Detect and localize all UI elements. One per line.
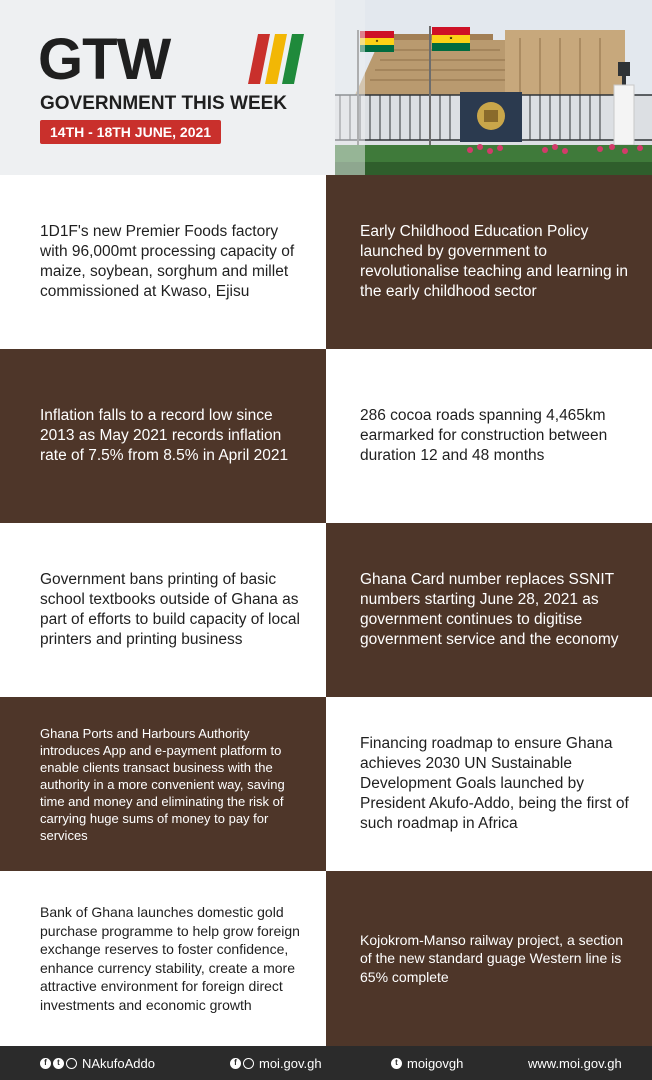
news-item-text: Early Childhood Education Policy launched by government to revolutionalise teaching and learning in the early childhood sector (360, 223, 628, 300)
news-item-text: Financing roadmap to ensure Ghana achieves 2030 UN Sustainable Development Goals launched by President Akufo-Addo, being the first of such roadmap in Africa (360, 735, 629, 832)
footer-handle-text: moigovgh (407, 1055, 464, 1071)
news-item (326, 523, 652, 697)
news-item (326, 349, 652, 523)
news-item (326, 175, 652, 349)
news-item-text: Government bans printing of basic school textbooks outside of Ghana as part of efforts to build capacity of local printers and printing business (40, 571, 300, 648)
ghana-colors-stripes-icon (248, 34, 312, 86)
date-range-badge: 14TH - 18TH JUNE, 2021 (40, 120, 221, 144)
footer-social-handle[interactable] (230, 1046, 322, 1080)
footer-website-text: www.moi.gov.gh (528, 1055, 622, 1071)
footer-social-handle[interactable] (391, 1046, 463, 1080)
news-item (0, 175, 326, 349)
news-grid (0, 175, 652, 1046)
news-item (326, 871, 652, 1046)
footer-website-link[interactable] (528, 1046, 622, 1080)
facebook-icon: f (40, 1058, 51, 1069)
footer-handle-text: NAkufoAddo (82, 1055, 155, 1071)
page-subtitle: GOVERNMENT THIS WEEK (40, 93, 288, 114)
twitter-icon: t (391, 1058, 402, 1069)
facebook-icon: f (230, 1058, 241, 1069)
footer-handle-text: moi.gov.gh (259, 1055, 322, 1071)
news-item-text: Bank of Ghana launches domestic gold purchase programme to help grow foreign exchange reserves to foster confidence, enhance currency stability, create a more attractive environment for foreign direct investments and economic growth (40, 904, 300, 1013)
news-item (0, 523, 326, 697)
news-item-text: Ghana Card number replaces SSNIT numbers starting June 28, 2021 as government continues to digitise government service and the economy (360, 571, 619, 648)
footer-social-handle[interactable] (40, 1046, 155, 1080)
news-item-text: 1D1F's new Premier Foods factory with 96,000mt processing capacity of maize, soybean, sorghum and millet commissioned at Kwaso, Ejisu (40, 223, 295, 300)
news-item-text: Ghana Ports and Harbours Authority introduces App and e-payment platform to enable clients transact business with the authority in a more convenient way, saving time and money and eliminating the risk of carrying huge sums of money to pay for services (40, 725, 285, 843)
twitter-icon: t (53, 1058, 64, 1069)
footer-bar (0, 1046, 652, 1080)
news-item-text: Inflation falls to a record low since 2013 as May 2021 records inflation rate of 7.5% from 8.5% in April 2021 (40, 407, 289, 464)
gtw-logo: GTW (38, 27, 171, 92)
news-item (0, 697, 326, 871)
news-item (0, 871, 326, 1046)
news-item-text: 286 cocoa roads spanning 4,465km earmarked for construction between duration 12 and 48 months (360, 407, 608, 464)
header-banner (0, 0, 652, 175)
instagram-icon (66, 1058, 77, 1069)
news-item (0, 349, 326, 523)
news-item (326, 697, 652, 871)
news-item-text: Kojokrom-Manso railway project, a section of the new standard guage Western line is 65% complete (360, 931, 623, 985)
instagram-icon (243, 1058, 254, 1069)
